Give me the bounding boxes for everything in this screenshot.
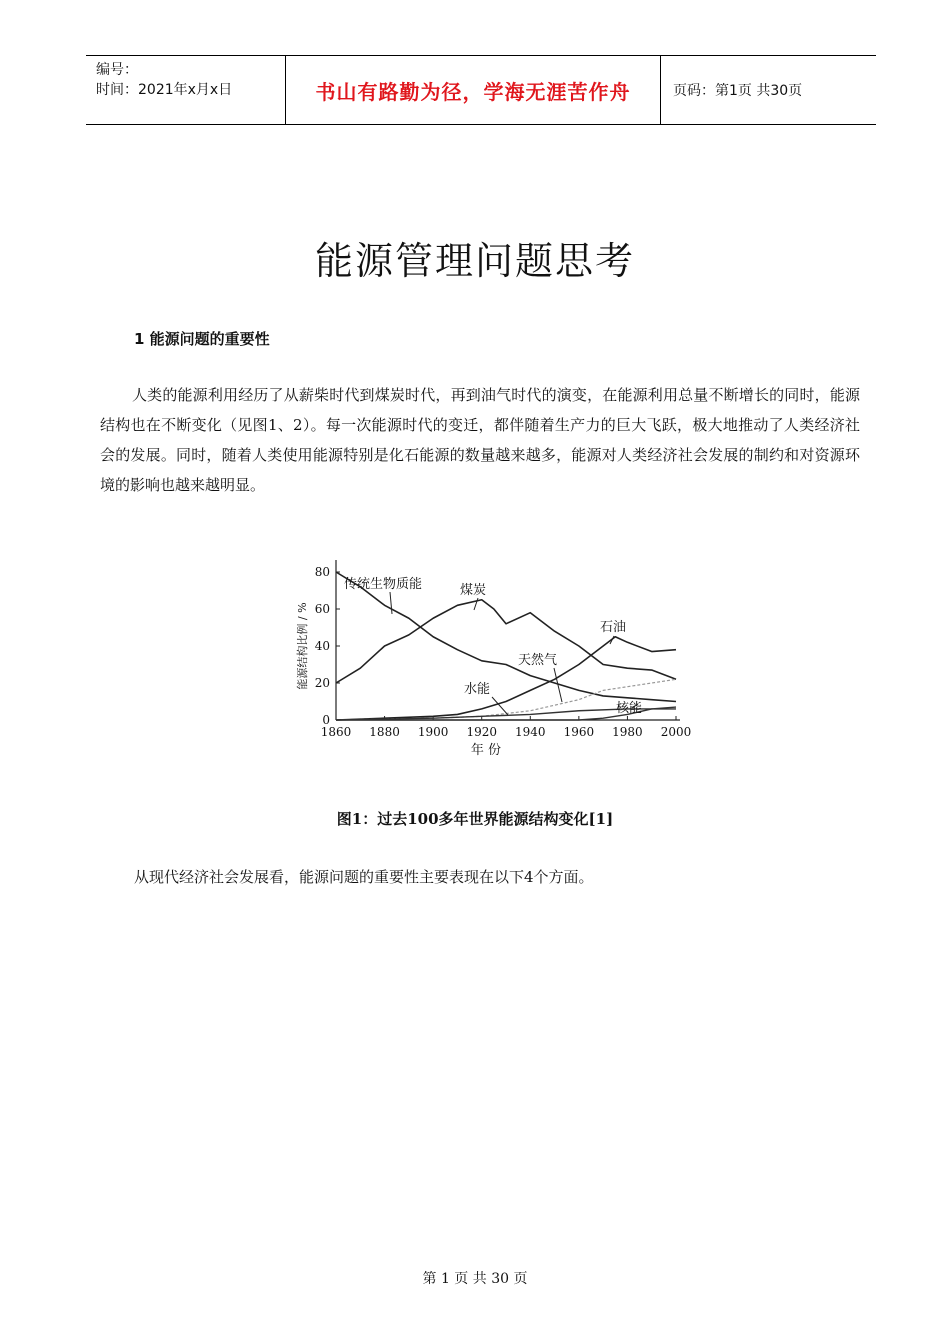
y-tick-label: 60 <box>314 602 330 616</box>
x-tick-label: 2000 <box>660 725 692 739</box>
series-leader-line <box>390 592 392 614</box>
header-meta <box>86 56 286 124</box>
series-label-3: 石油 <box>600 620 627 635</box>
chart-series-lines <box>336 572 676 720</box>
series-leader-line <box>474 598 478 610</box>
x-axis-title: 年 份 <box>470 743 502 758</box>
x-tick-label: 1980 <box>612 725 643 739</box>
page-header <box>86 55 876 125</box>
header-motto: 书山有路勤为径，学海无涯苦作舟 <box>286 56 661 124</box>
x-tick-label: 1880 <box>369 725 400 739</box>
x-tick-label: 1900 <box>417 725 449 739</box>
document-title: 能源管理问题思考 <box>314 239 635 283</box>
y-tick-label: 20 <box>314 676 330 690</box>
series-label-1: 传统生物质能 <box>344 577 423 592</box>
series-label-2: 煤炭 <box>460 583 487 598</box>
page-footer: 第 1 页 共 30 页 <box>422 1271 528 1287</box>
document-number-label: 编号： <box>96 62 138 78</box>
body-paragraph-1: 人类的能源利用经历了从薪柴时代到煤炭时代，再到油气时代的演变，在能源利用总量不断增长的同时，能源结构也在不断变化（见图1、2）。每一次能源时代的变迁，都伴随着生产力的巨大飞跃，极大地推动了人类经济社会的发展。同时，随着人类使用能源特别是化石能源的数量越来越多，能源对人类经济社会发展的制约和对资源环境的影响也越来越明显。 <box>100 386 860 494</box>
series-label-4: 天然气 <box>518 653 558 668</box>
y-axis-title: 能源结构比例 / % <box>296 602 309 690</box>
series-label-5: 水能 <box>464 682 491 697</box>
series-label-6: 核能 <box>616 701 643 716</box>
series-leader-line <box>492 697 508 715</box>
y-tick-label: 40 <box>314 639 330 653</box>
header-page-info: 页码：第1页 共30页 <box>673 83 803 99</box>
y-tick-label: 80 <box>314 565 330 579</box>
x-tick-label: 1960 <box>563 725 595 739</box>
x-tick-label: 1940 <box>515 725 546 739</box>
energy-structure-chart <box>292 552 692 762</box>
figure-caption: 图1：过去100多年世界能源结构变化[1] <box>336 810 614 828</box>
x-tick-label: 1920 <box>466 725 497 739</box>
document-time-label: 时间：2021年x月x日 <box>96 82 233 98</box>
x-tick-label: 1860 <box>320 725 352 739</box>
section-heading: 1 能源问题的重要性 <box>134 330 270 348</box>
body-paragraph-2: 从现代经济社会发展看，能源问题的重要性主要表现在以下4个方面。 <box>134 868 594 886</box>
y-tick-label: 0 <box>322 713 330 727</box>
